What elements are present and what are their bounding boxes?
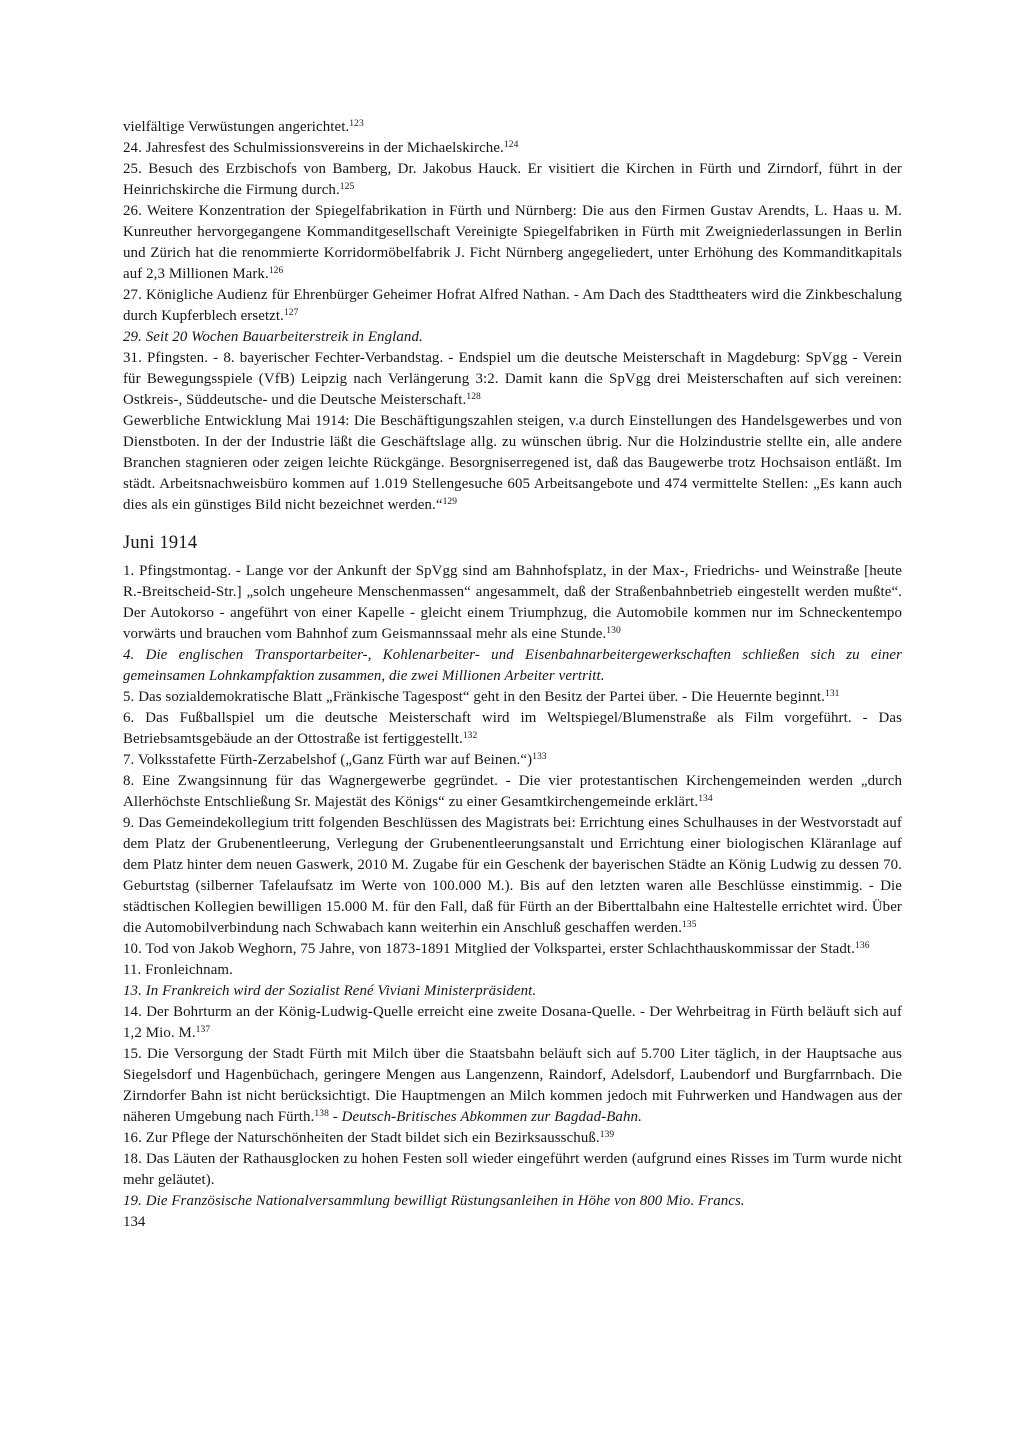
paragraph — [123, 1044, 902, 1128]
footnote-ref: 135 — [682, 920, 697, 930]
text-column — [123, 117, 902, 1233]
text-run-italic: Deutsch-Britisches Abkommen zur Bagdad-Bahn. — [341, 1109, 642, 1125]
text-run: 31. Pfingsten. - 8. bayerischer Fechter-Verbandstag. - Endspiel um die deutsche Meisterschaft in Magdeburg: SpVgg - Verein für Bewegungsspiele (VfB) Leipzig nach Verlängerung 3:2. Damit kann die SpVgg drei Meisterschaften auf sich vereinen: Ostkreis-, Süddeutsche- und die Deutsche Meisterschaft. — [123, 350, 902, 408]
section-june — [123, 561, 902, 1212]
footnote-ref: 128 — [466, 392, 481, 402]
paragraph — [123, 1191, 902, 1212]
paragraph — [123, 138, 902, 159]
section-heading-juni-1914: Juni 1914 — [123, 533, 198, 553]
footnote-ref: 129 — [442, 497, 458, 507]
paragraph — [123, 327, 902, 348]
text-run: 9. Das Gemeindekollegium tritt folgenden Beschlüssen des Magistrats bei: Errichtung eines Schulhauses in der Westvorstadt auf dem Platz der Grubenentleerung, Verlegung der Grubenentleerungsanstalt und Errichtung einer biologischen Kläranlage auf dem Platz hinter dem neuen Gaswerk, 2010 M. Zugabe für ein Geschenk der bayerischen Städte an König Ludwig zu dessen 70. Geburtstag (silberner Tafelaufsatz im Werte von 100.000 M.). Bis auf den letzten waren alle Beschlüsse einstimmig. - Die städtischen Kollegien bewilligen 15.000 M. für den Fall, daß für Fürth an der Biberttalbahn eine Haltestelle errichtet wird. Über die Automobilverbindung nach Schwabach kann weiterhin ein Anschluß geschaffen werden. — [123, 815, 902, 936]
paragraph — [123, 981, 902, 1002]
paragraph — [123, 750, 902, 771]
footnote-ref: 126 — [268, 266, 284, 276]
paragraph — [123, 960, 902, 981]
text-run: 5. Das sozialdemokratische Blatt „Fränkische Tagespost“ geht in den Besitz der Partei über. - Die Heuernte beginnt. — [123, 689, 825, 705]
paragraph — [123, 411, 902, 516]
text-run: 27. Königliche Audienz für Ehrenbürger Geheimer Hofrat Alfred Nathan. - Am Dach des Stadttheaters wird die Zinkbeschalung durch Kupferblech ersetzt. — [123, 287, 902, 324]
footnote-ref: 127 — [283, 308, 299, 318]
footnote-ref: 138 — [314, 1109, 329, 1119]
footnote-ref: 131 — [824, 689, 840, 699]
text-run: 11. Fronleichnam. — [123, 962, 233, 978]
footnote-ref: 124 — [503, 140, 519, 150]
paragraph — [123, 939, 902, 960]
paragraph — [123, 285, 902, 327]
text-run-italic: 29. Seit 20 Wochen Bauarbeiterstreik in England. — [123, 329, 423, 345]
section-may — [123, 117, 902, 516]
footnote-ref: 130 — [606, 626, 621, 636]
text-run-italic: 19. Die Französische Nationalversammlung bewilligt Rüstungsanleihen in Höhe von 800 Mio. Francs. — [123, 1193, 745, 1209]
text-run: 18. Das Läuten der Rathausglocken zu hohen Festen soll wieder eingeführt werden (aufgrund eines Risses im Turm wurde nicht mehr geläutet). — [123, 1151, 902, 1188]
page-number: 134 — [123, 1214, 146, 1230]
footnote-ref: 132 — [462, 731, 478, 741]
text-run-italic: 4. Die englischen Transportarbeiter-, Kohlenarbeiter- und Eisenbahnarbeitergewerkschaften schließen sich zu einer gemeinsamen Lohnkampfaktion zusammen, die zwei Millionen Arbeiter vertritt. — [123, 647, 902, 684]
footnote-ref: 125 — [339, 182, 355, 192]
text-run: 16. Zur Pflege der Naturschönheiten der Stadt bildet sich ein Bezirksausschuß. — [123, 1130, 600, 1146]
paragraph — [123, 348, 902, 411]
paragraph — [123, 1002, 902, 1044]
paragraph — [123, 708, 902, 750]
paragraph — [123, 201, 902, 285]
paragraph — [123, 813, 902, 939]
text-run: 15. Die Versorgung der Stadt Fürth mit Milch über die Staatsbahn beläuft sich auf 5.700 Liter täglich, in der Hauptsache aus Siegelsdorf und Hagenbüchach, geringere Mengen aus Langenzenn, Raindorf, Adelsdorf, Laubendorf und Burgfarrnbach. Die Zirndorfer Bahn ist nicht berücksichtigt. Die Hauptmengen an Milch kommen jedoch mit Fuhrwerken und Handwagen aus der näheren Umgebung nach Fürth. — [123, 1046, 902, 1125]
footnote-ref: 133 — [532, 752, 547, 762]
text-run: 25. Besuch des Erzbischofs von Bamberg, Dr. Jakobus Hauck. Er visitiert die Kirchen in Fürth und Zirndorf, führt in der Heinrichskirche die Firmung durch. — [123, 161, 902, 198]
text-run: vielfältige Verwüstungen angerichtet. — [123, 119, 350, 135]
text-run: - — [328, 1109, 342, 1125]
text-run: 8. Eine Zwangsinnung für das Wagnergewerbe gegründet. - Die vier protestantischen Kirchengemeinden werden „durch Allerhöchste Entschließung Sr. Majestät des Königs“ zu einer Gesamtkirchengemeinde erklärt. — [123, 773, 902, 810]
text-run: 14. Der Bohrturm an der König-Ludwig-Quelle erreicht eine zweite Dosana-Quelle. - Der Wehrbeitrag in Fürth beläuft sich auf 1,2 Mio. M. — [123, 1004, 902, 1041]
paragraph — [123, 1128, 902, 1149]
footnote-ref: 137 — [195, 1025, 211, 1035]
paragraph — [123, 1149, 902, 1191]
text-run: 10. Tod von Jakob Weghorn, 75 Jahre, von 1873-1891 Mitglied der Volkspartei, erster Schlachthauskommissar der Stadt. — [123, 941, 855, 957]
paragraph — [123, 687, 902, 708]
text-run: 24. Jahresfest des Schulmissionsvereins in der Michaelskirche. — [123, 140, 504, 156]
text-run: 7. Volksstafette Fürth-Zerzabelshof („Ganz Fürth war auf Beinen.“) — [123, 752, 533, 768]
paragraph — [123, 561, 902, 645]
footnote-ref: 134 — [698, 794, 713, 804]
text-run: 6. Das Fußballspiel um die deutsche Meisterschaft wird im Weltspiegel/Blumenstraße als Film vorgeführt. - Das Betriebsamtsgebäude an der Ottostraße ist fertiggestellt. — [123, 710, 902, 747]
paragraph — [123, 645, 902, 687]
footnote-ref: 136 — [855, 941, 870, 951]
paragraph — [123, 771, 902, 813]
paragraph — [123, 117, 902, 138]
text-run: 26. Weitere Konzentration der Spiegelfabrikation in Fürth und Nürnberg: Die aus den Firmen Gustav Arendts, L. Haas u. M. Kunreuther hervorgegangene Kommanditgesellschaft Vereinigte Spiegelfabriken in Fürth mit Zweigniederlassungen in Berlin und Zürich hat die renommierte Korridormöbelfabrik J. Ficht Nürnberg angegeliedert, unter Erhöhung des Kommanditkapitals auf 2,3 Millionen Mark. — [123, 203, 902, 282]
paragraph — [123, 159, 902, 201]
text-run-italic: 13. In Frankreich wird der Sozialist René Viviani Ministerpräsident. — [123, 983, 537, 999]
text-run: 1. Pfingstmontag. - Lange vor der Ankunft der SpVgg sind am Bahnhofsplatz, in der Max-, Friedrichs- und Weinstraße [heute R.-Breitscheid-Str.] „solch ungeheure Menschenmassen“ angesammelt, daß der Straßenbahnbetrieb eingestellt werden mußte“. Der Autokorso - angeführt von einer Kapelle - gleicht einem Triumphzug, die Automobile kommen nur im Schneckentempo vorwärts und brauchen vom Bahnhof zum Geismannssaal mehr als eine Stunde. — [123, 563, 902, 642]
footnote-ref: 123 — [349, 119, 364, 129]
footnote-ref: 139 — [599, 1130, 615, 1140]
text-run: Gewerbliche Entwicklung Mai 1914: Die Beschäftigungszahlen steigen, v.a durch Einstellungen des Handelsgewerbes und von Dienstboten. In der der Industrie läßt die Geschäftslage allg. zu wünschen übrig. Nur die Holzindustrie stellte ein, alle andere Branchen stagnieren oder zeigen leichte Rückgänge. Besorgniserregened ist, daß das Baugewerbe trotz Hochsaison entläßt. Im städt. Arbeitsnachweisbüro kommen auf 1.019 Stellengesuche 605 Arbeitsangebote und 474 vermittelte Stellen: „Es kann auch dies als ein günstiges Bild nicht bezeichnet werden.“ — [123, 413, 902, 513]
